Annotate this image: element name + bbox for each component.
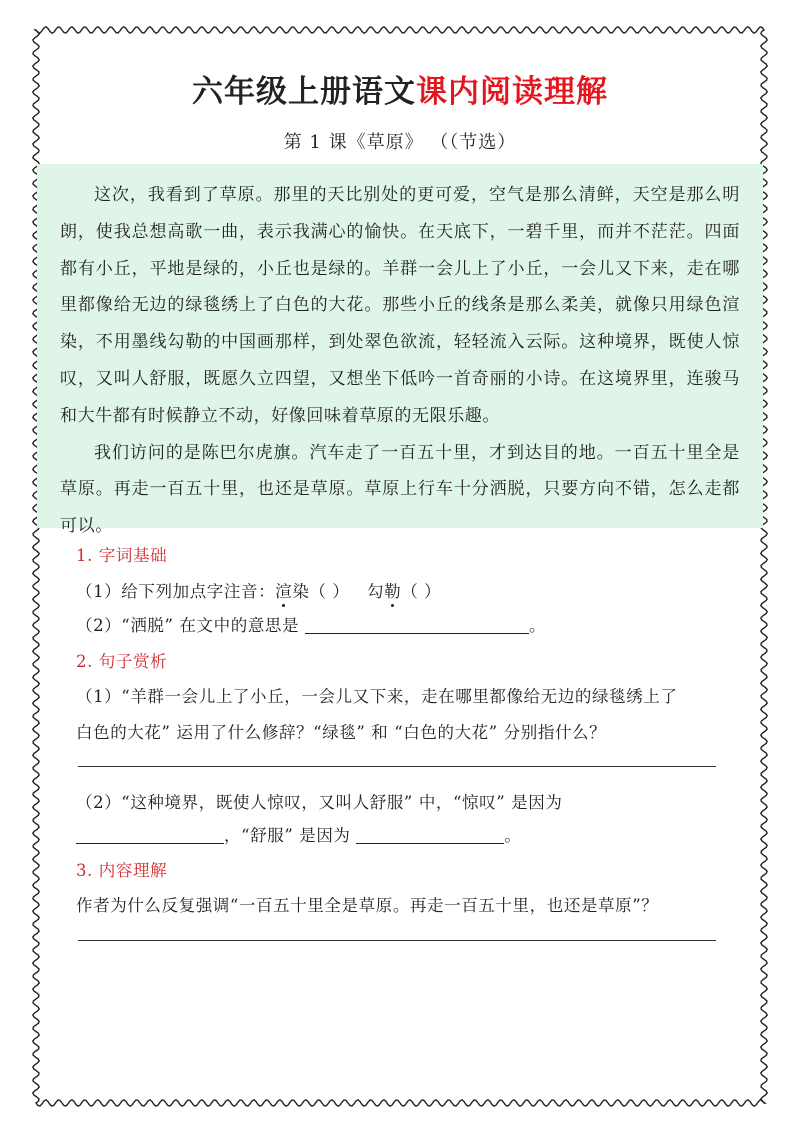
passage-paragraph-1: 这次，我看到了草原。那里的天比别处的更可爱，空气是那么清鲜，天空是那么明朗，使我总想高歌一曲，表示我满心的愉快。在天底下，一碧千里，而并不茫茫。四面都有小丘，平地是绿的，小丘也是绿的。羊群一会儿上了小丘，一会儿又下来，走在哪里都像给无边的绿毯绣上了白色的大花。那些小丘的线条是那么柔美，就像只用绿色渲染，不用墨线勾勒的中国画那样，到处翠色欲流，轻轻流入云际。这种境界，既使人惊叹，又叫人舒服，既愿久立四望，又想坐下低吟一首奇丽的小诗。在这境界里，连骏马和大牛都有时候静立不动，好像回味着草原的无限乐趣。 [60,185,740,426]
q2-part2-mid: ，“舒服” 是因为 [224,826,351,845]
q2-part2-line1: （2）“这种境界，既使人惊叹，又叫人舒服” 中，“惊叹” 是因为 [76,793,563,812]
q1-word1-rest: 染（ ） [292,582,350,601]
q2-heading: 2. 句子赏析 [76,652,168,671]
q3-question: 作者为什么反复强调“一百五十里全是草原。再走一百五十里，也还是草原”？ [76,896,659,915]
q3-answer-line[interactable] [78,940,716,941]
q1-part1 [76,578,441,602]
q1-word2-first: 勾 [367,582,385,601]
passage-paragraph-2: 我们访问的是陈巴尔虎旗。汽车走了一百五十里，才到达目的地。一百五十里全是草原。再走一百五十里，也还是草原。草原上行车十分洒脱，只要方向不错，怎么走都可以。 [60,442,740,537]
title-red-part: 课内阅读理解 [416,74,608,110]
q2-blank-1[interactable] [76,825,224,844]
dotted-char-le: 勒 [384,578,401,602]
lesson-subtitle: 第 1 课《草原》 （（节选） [283,132,517,153]
q2-part2-end: 。 [504,826,522,845]
q2-part2-line2 [76,822,521,846]
page-title [0,66,800,111]
q2-part1-answer-line[interactable] [78,766,716,767]
q1-part1-prompt: （1）给下列加点字注音： [76,582,276,601]
q1-answer-blank[interactable] [305,615,529,634]
q2-part1-line1: （1）“羊群一会儿上了小丘，一会儿又下来，走在哪里都像给无边的绿毯绣上了 [76,687,678,706]
dotted-char-xuan: 渲 [275,578,292,602]
title-black-part: 六年级上册语文 [192,74,416,110]
q3-heading: 3. 内容理解 [76,861,168,880]
q1-part2 [76,612,546,636]
q1-heading: 1. 字词基础 [76,546,168,565]
q2-part1-line2: 白色的大花” 运用了什么修辞？“绿毯” 和 “白色的大花” 分别指什么？ [76,723,607,742]
q1-word2-rest: （ ） [401,582,442,601]
q2-blank-2[interactable] [356,825,504,844]
reading-passage [37,164,763,537]
q1-part2-prompt: （2）“洒脱” 在文中的意思是 [76,616,300,635]
q1-part2-end: 。 [528,616,547,635]
